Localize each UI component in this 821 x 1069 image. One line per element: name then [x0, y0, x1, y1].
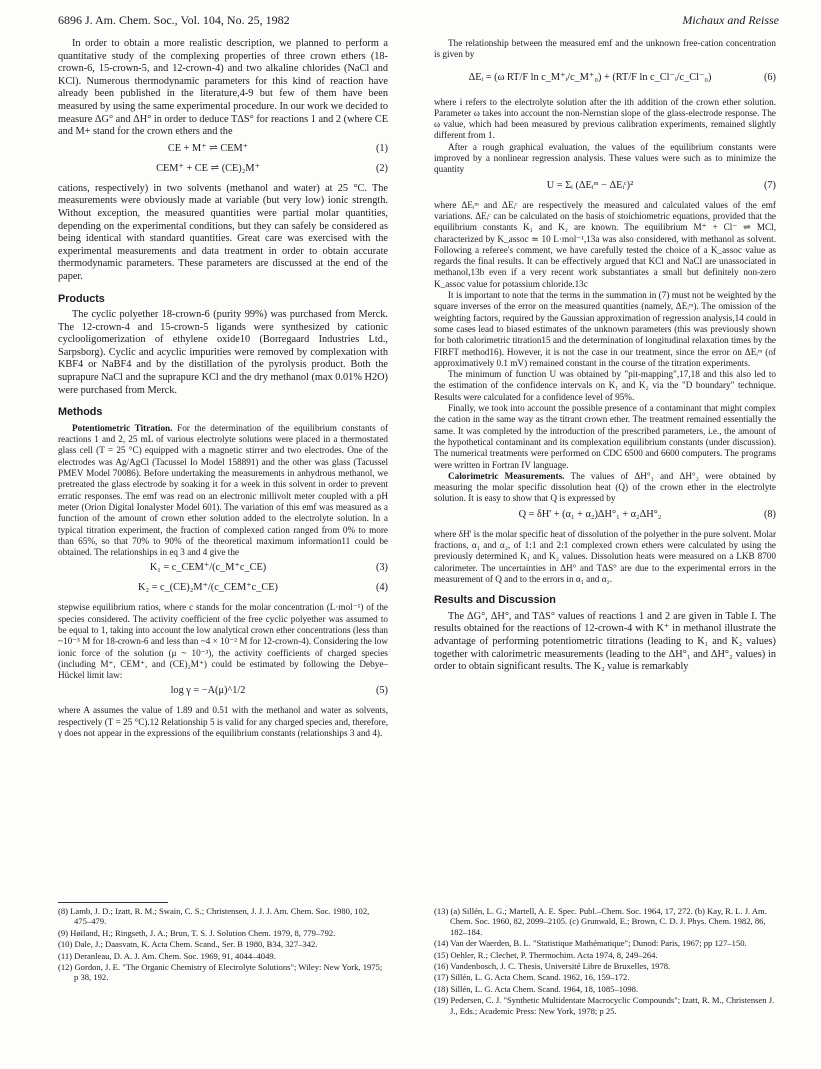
equation-3-body: K₁ = c_CEM⁺/(c_M⁺c_CE) [149, 562, 267, 574]
equation-1-body: CE + M⁺ ⇌ CEM⁺ [167, 142, 249, 154]
footnotes-left [58, 906, 388, 984]
footnote: (12) Gordon, J. E. "The Organic Chemistry of Electrolyte Solutions"; Wiley: New York, 1975; p 38, 192. [58, 962, 383, 983]
equation-1-number: (1) [375, 142, 388, 154]
minimum-paragraph: The minimum of function U was obtained by "pit-mapping",17,18 and this also led to the estimation of the confidence intervals on K₁ and K₂ via the "D boundary" technique. Results were calculated for a confidence level of 95%. [434, 369, 776, 402]
equation-6 [434, 65, 776, 93]
equation-8-body: Q = δH' + (α₁ + α₂)ΔH°₁ + α₂ΔH°₂ [518, 508, 662, 520]
equation-4-number: (4) [375, 582, 388, 594]
footnote-rule [58, 902, 168, 903]
equation-2-number: (2) [375, 162, 388, 174]
equation-4-body: K₂ = c_(CE)₂M⁺/(c_CEM⁺c_CE) [138, 582, 278, 594]
stepwise-paragraph: stepwise equilibrium ratios, where c stands for the molar concentration (L·mol⁻¹) of the species considered. The activity coefficient of the free cyclic polyether was assumed to be equal to 1, taking into account the low analytical crown ether concentrations (less than ~10⁻³ M for 18-crown-6 and less than ~4 × 10⁻² M for 12-crown-4). Considering the low ionic force of the solution (μ ~ 10⁻³), the activity coefficients of charged species (including M⁺, CEM⁺, and (CE)₂M⁺) could be estimated by following the Debye–Hückel limit law: [58, 602, 388, 681]
header-citation: 6896 J. Am. Chem. Soc., Vol. 104, No. 25, 1982 [58, 13, 290, 27]
calorimetric-text: The values of ΔH°₁ and ΔH°₂ were obtained by measuring the molar specific dissolution heat (Q) of the crown ether in the electrolyte solution. It is easy to show that Q is expressed by [434, 470, 777, 504]
equation-2-body: CEM⁺ + CE ⇌ (CE)₂M⁺ [156, 162, 260, 174]
footnote: (8) Lamb, J. D.; Izatt, R. M.; Swain, C. S.; Christensen, J. J. J. Am. Chem. Soc. 1980, 102, 475–479. [58, 906, 370, 927]
equation-6-number: (6) [763, 71, 776, 83]
results-heading: Results and Discussion [434, 594, 556, 607]
equation-2 [58, 163, 388, 179]
products-heading: Products [58, 292, 105, 305]
footnote: (11) Deranleau, D. A. J. Am. Chem. Soc. 1969, 91, 4044–4049. [58, 950, 276, 961]
left-column [58, 38, 388, 739]
finally-paragraph: Finally, we took into account the possible presence of a contaminant that might complex the cation in the same way as the titrant crown ether. The treatment remained essentially the same. It was completed by the introduction of the prescribed parameters, i.e., the amount of the hypothetical contaminant and its complexation equilibrium constants (under discussion). The numerical treatments were performed on CDC 6500 and 6600 computers. The programs were written in Fortran IV language. [434, 403, 776, 470]
footnote: (16) Vandenbosch, J. C. Thesis, Université Libre de Bruxelles, 1978. [434, 961, 671, 972]
methods-heading: Methods [58, 406, 103, 419]
calorimetric-title: Calorimetric Measurements. [448, 470, 565, 481]
equation-3 [58, 562, 388, 578]
equation-8-number: (8) [763, 508, 776, 520]
footnote: (15) Oehler, R.; Clechet, P. Thermochim. Acta 1974, 8, 249–264. [434, 949, 658, 960]
intro-continuation: cations, respectively) in two solvents (methanol and water) at 25 °C. The measurements were obviously made at variable (but very low) ionic strength. Without exception, the measured quantities were partial molar quantities, depending on the experimental conditions, but they can safely be considered as being identical with standard quantities. Great care was exercised with the experimental measurements and data treatment in order to obtain accurate thermodynamic parameters. These parameters are discussed at the end of the paper. [58, 182, 388, 282]
footnote: (10) Dale, J.; Daasvatn, K. Acta Chem. Scand., Ser. B 1980, B34, 327–342. [58, 939, 318, 950]
potentiometric-paragraph [58, 423, 388, 559]
equation-7-number: (7) [763, 179, 776, 191]
where-de-paragraph: where ΔEᵢᵐ and ΔEᵢᶜ are respectively the measured and calculated values of the emf variations. ΔEᵢᶜ can be calculated on the basis of stoichiometric equations, provided that the equilibrium constants K₁ and K₂ are known. The equilibrium M⁺ + Cl⁻ ⇌ MCl, characterized by K_assoc ≃ 10 L·mol⁻¹,13a was also considered, with methanol as solvent. Following a referee's comment, we have carefully tested the choice of a K_assoc value as regards the final results. It can be effectively argued that KCl and NaCl are unassociated in methanol,13b even if a very recent work substantiates a small but definitely non-zero K_assoc value for potassium chloride.13c [434, 199, 776, 289]
footnote: (18) Sillén, L. G. Acta Chem. Scand. 1964, 18, 1085–1098. [434, 983, 639, 994]
relationship-paragraph: The relationship between the measured emf and the unknown free-cation concentration is given by [434, 38, 776, 60]
where-i-paragraph: where i refers to the electrolyte solution after the ith addition of the crown ether solution. Parameter ω takes into account the non-Nernstian slope of the glass-electrode response. The ω value, which had been measured by previous calibration experiments, remained slightly different from 1. [434, 96, 776, 141]
header-authors: Michaux and Reisse [682, 13, 779, 27]
where-dh-paragraph: where δH' is the molar specific heat of dissolution of the polyether in the pure solvent. Molar fractions, α₁ and α₂, of 1:1 and 2:1 complexed crown ethers were calculated by using the previously determined K₁ and K₂ values. Dissolution heats were measured on a LKB 8700 calorimeter. The uncertainties in ΔH° and TΔS° are due to the experimental errors in the measurement of Q and to the errors in α₁ and α₂. [434, 528, 777, 584]
equation-1 [58, 143, 388, 159]
potentiometric-text: For the determination of the equilibrium constants of reactions 1 and 2, 25 mL of various electrolyte solutions were placed in a thermostated glass cell (T = 25 °C) equipped with a magnetic stirrer and two electrodes. One of the electrodes was Ag/AgCl (Tacussel Io Model 158891) and the other was glass (Tacussel PMEV Model 70086). Before undertaking the measurements in anhydrous methanol, we pretreated the glass electrode by soaking it for a week in this solvent in order to prevent erratic responses. The emf was read on an electronic millivolt meter coupled with a pH meter (Orion Digital Ionalyster Model 601). The variation of this emf was measured as a function of the amount of crown ether solution added to the electrolyte solution. In a typical titration experiment, the fraction of complexed cation ranged from 0% to more than 65%, so that 70% to 90% of the theoretical maximum information11 could be obtained. The relationships in eq 3 and 4 give the [58, 422, 389, 558]
footnote: (14) Van der Waerden, B. L. "Statistique Mathématique"; Dunod: Paris, 1967; pp 127–150. [434, 938, 747, 949]
equation-8 [434, 509, 776, 525]
equation-6-body: ΔEᵢ = (ω RT/F ln c_M⁺ᵢ/c_M⁺₀) + (RT/F ln c_Cl⁻ᵢ/c_Cl⁻₀) [468, 71, 712, 83]
equation-5 [58, 685, 388, 701]
important-paragraph: It is important to note that the terms in the summation in (7) must not be weighted by the square inverses of the error on the measured quantities (namely, ΔEᵢᵐ). The omission of the weighting factors, required by the Gaussian approximation of regression analysis,14 could in some cases lead to biased estimates of the unknown parameters (this was previously shown for both calorimetric titration15 and the determination of longitudinal relaxation times by the FIRFT method16). However, it is not the case in our treatment, since the error on ΔEᵢᵐ (of approximatively 0.1 mV) remained constant in the course of the titration experiments. [434, 290, 776, 368]
footnote: (17) Sillén, L. G. Acta Chem. Scand. 1962, 16, 159–172. [434, 972, 630, 983]
after-paragraph: After a rough graphical evaluation, the values of the equilibrium constants were improved by a nonlinear regression analysis. These values were such as to minimize the quantity [434, 141, 776, 175]
running-header [58, 12, 779, 28]
footnotes-right [434, 906, 776, 1017]
products-paragraph: The cyclic polyether 18-crown-6 (purity 99%) was purchased from Merck. The 12-crown-4 and 15-crown-5 ligands were synthesized by cationic cyclooligomerization of ethylene oxide10 (Borregaard Industries Ltd., Sarpsborg). Cyclic and acyclic impurities were removed by complexation with KBF4 or NaBF4 and by the distillation of the pyrolysis product. Both the suprapure NaCl and the suprapure KCl and the dry methanol (max 0.01% H2O) were purchased from Merck. [58, 309, 388, 396]
footnote: (19) Pedersen, C. J. "Synthetic Multidentate Macrocyclic Compounds"; Izatt, R. M., Christensen J. J., Eds.; Academic Press: New York, 1978; p 25. [434, 995, 775, 1016]
equation-3-number: (3) [375, 562, 388, 574]
equation-5-body: log γ = −A(μ)^1/2 [170, 685, 246, 697]
right-column [434, 38, 776, 674]
equation-4 [58, 582, 388, 598]
calorimetric-paragraph [434, 471, 776, 505]
equation-7-body: U = Σᵢ (ΔEᵢᵐ − ΔEᵢᶜ)² [546, 179, 634, 191]
where-a-paragraph: where A assumes the value of 1.89 and 0.51 with the methanol and water as solvents, respectively (T = 25 °C).12 Relationship 5 is valid for any charged species and, therefore, γ does not appear in the expressions of the equilibrium constants (relationships 3 and 4). [58, 705, 388, 739]
footnote: (13) (a) Sillén, L. G.; Martell, A. E. Spec. Publ.–Chem. Soc. 1964, 17, 272. (b) Kay, R. L. J. Am. Chem. Soc. 1960, 82, 2099–2105. (c) Grunwald, E.; Brown, C. D. J. Phys. Chem. 1982, 86, 182–184. [434, 906, 767, 937]
results-paragraph: The ΔG°, ΔH°, and TΔS° values of reactions 1 and 2 are given in Table I. The results obtained for the reactions of 12-crown-4 with K⁺ in methanol illustrate the advantage of performing potentiometric titrations (leading to K₁ and K₂ values) together with calorimetric measurements (leading to the ΔH°₁ and ΔH°₂ values) in order to obtain significant results. The K₂ value is remarkably [434, 610, 776, 673]
footnote: (9) Høiland, H.; Ringseth, J. A.; Brun, T. S. J. Solution Chem. 1979, 8, 779–792. [58, 927, 336, 938]
equation-7 [434, 180, 776, 196]
equation-5-number: (5) [375, 685, 388, 697]
potentiometric-title: Potentiometric Titration. [72, 422, 173, 433]
intro-paragraph: In order to obtain a more realistic description, we planned to perform a quantitative study of the complexing properties of three crown ethers (18-crown-6, 15-crown-5, and 12-crown-4) and two alkaline chlorides (NaCl and KCl). Numerous thermodynamic parameters for this kind of reaction have already been published in the literature,4-9 but few of them have been measured by using the same experimental procedure. In our work we decided to measure ΔG° and ΔH° in order to deduce TΔS° for reactions 1 and 2 (where CE and M+ stand for the crown ethers and the [58, 38, 388, 138]
